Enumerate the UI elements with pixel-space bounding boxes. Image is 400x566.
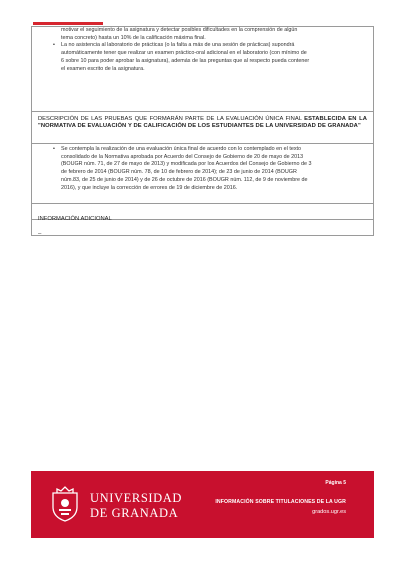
document-table — [31, 26, 374, 236]
bullet-line: núm.83, de 25 de junio de 2014) y de 26 de octubre de 2016 (BOUGR núm. 112, de 9 de noviembre de — [61, 176, 308, 183]
bullet-line: de febrero de 2014 (BOUGR núm. 78, de 10 de febrero de 2014); de 23 de junio de 2014 (BOUGR — [61, 169, 297, 176]
evaluation-criteria-cell — [32, 27, 373, 112]
additional-info-content-cell — [32, 220, 373, 237]
list-item — [38, 146, 367, 192]
section-heading — [38, 116, 367, 130]
continuation-line: tema concreto) hasta un 10% de la calificación máxima final. — [61, 34, 206, 41]
heading-normal: DESCRIPCIÓN DE LAS PRUEBAS QUE FORMARÁN PARTE DE LA EVALUACIÓN ÚNICA FINAL — [38, 116, 302, 122]
bullet-line: (BOUGR núm. 71, de 27 de mayo de 2013) y modificada por los Acuerdos del Consejo de Gobierno de 3 — [61, 161, 312, 168]
bullet-line: Se contempla la realización de una evaluación única final de acuerdo con lo contemplado en el texto — [61, 146, 302, 152]
grados-link[interactable]: grados.ugr.es — [312, 509, 346, 515]
heading-bold: ESTABLECIDA EN LA "NORMATIVA DE EVALUACIÓN Y DE CALIFICACIÓN DE LOS ESTUDIANTES DE LA UNIVERSIDAD DE GRANADA" — [38, 116, 368, 129]
additional-info-text: – — [38, 231, 42, 237]
bullet-line: consolidado de la Normativa aprobada por Acuerdo del Consejo de Gobierno de 20 de mayo de 2013 — [61, 153, 304, 160]
continuation-line: motivar el seguimiento de la asignatura y detectar posibles dificultades en la comprensión de algún — [61, 27, 298, 33]
additional-info-heading-cell — [32, 204, 373, 220]
page-number: Página 5 — [325, 480, 346, 486]
bullet-line: La no asistencia al laboratorio de prácticas (o la falta a más de una sesión de prácticas) supondrá — [61, 42, 295, 49]
top-accent-bar — [33, 22, 103, 25]
single-evaluation-heading-cell — [32, 112, 373, 144]
list-item — [38, 42, 367, 73]
university-crest-icon — [49, 485, 81, 528]
bullet-icon: • — [53, 42, 55, 49]
bullet-line: 6 sobre 10 para poder aprobar la asignatura), además de las preguntas que al respecto pueda contener — [61, 57, 310, 64]
bullet-icon: • — [53, 146, 55, 152]
footer-banner — [31, 471, 374, 538]
bullet-line: el examen escrito de la asignatura. — [61, 65, 145, 72]
single-evaluation-content-cell — [32, 144, 373, 204]
university-name-line2: DE GRANADA — [90, 506, 179, 520]
additional-info-heading: INFORMACIÓN ADICIONAL — [38, 216, 112, 222]
footer-info-text: INFORMACIÓN SOBRE TITULACIONES DE LA UGR — [215, 499, 346, 505]
bullet-line: 2016), y que incluye la corrección de errores de 19 de diciembre de 2016. — [61, 184, 238, 191]
university-name-line1: UNIVERSIDAD — [90, 491, 183, 505]
bullet-line: automáticamente tener que realizar un examen práctico-oral adicional en el laboratorio (con mínimo de — [61, 50, 307, 57]
